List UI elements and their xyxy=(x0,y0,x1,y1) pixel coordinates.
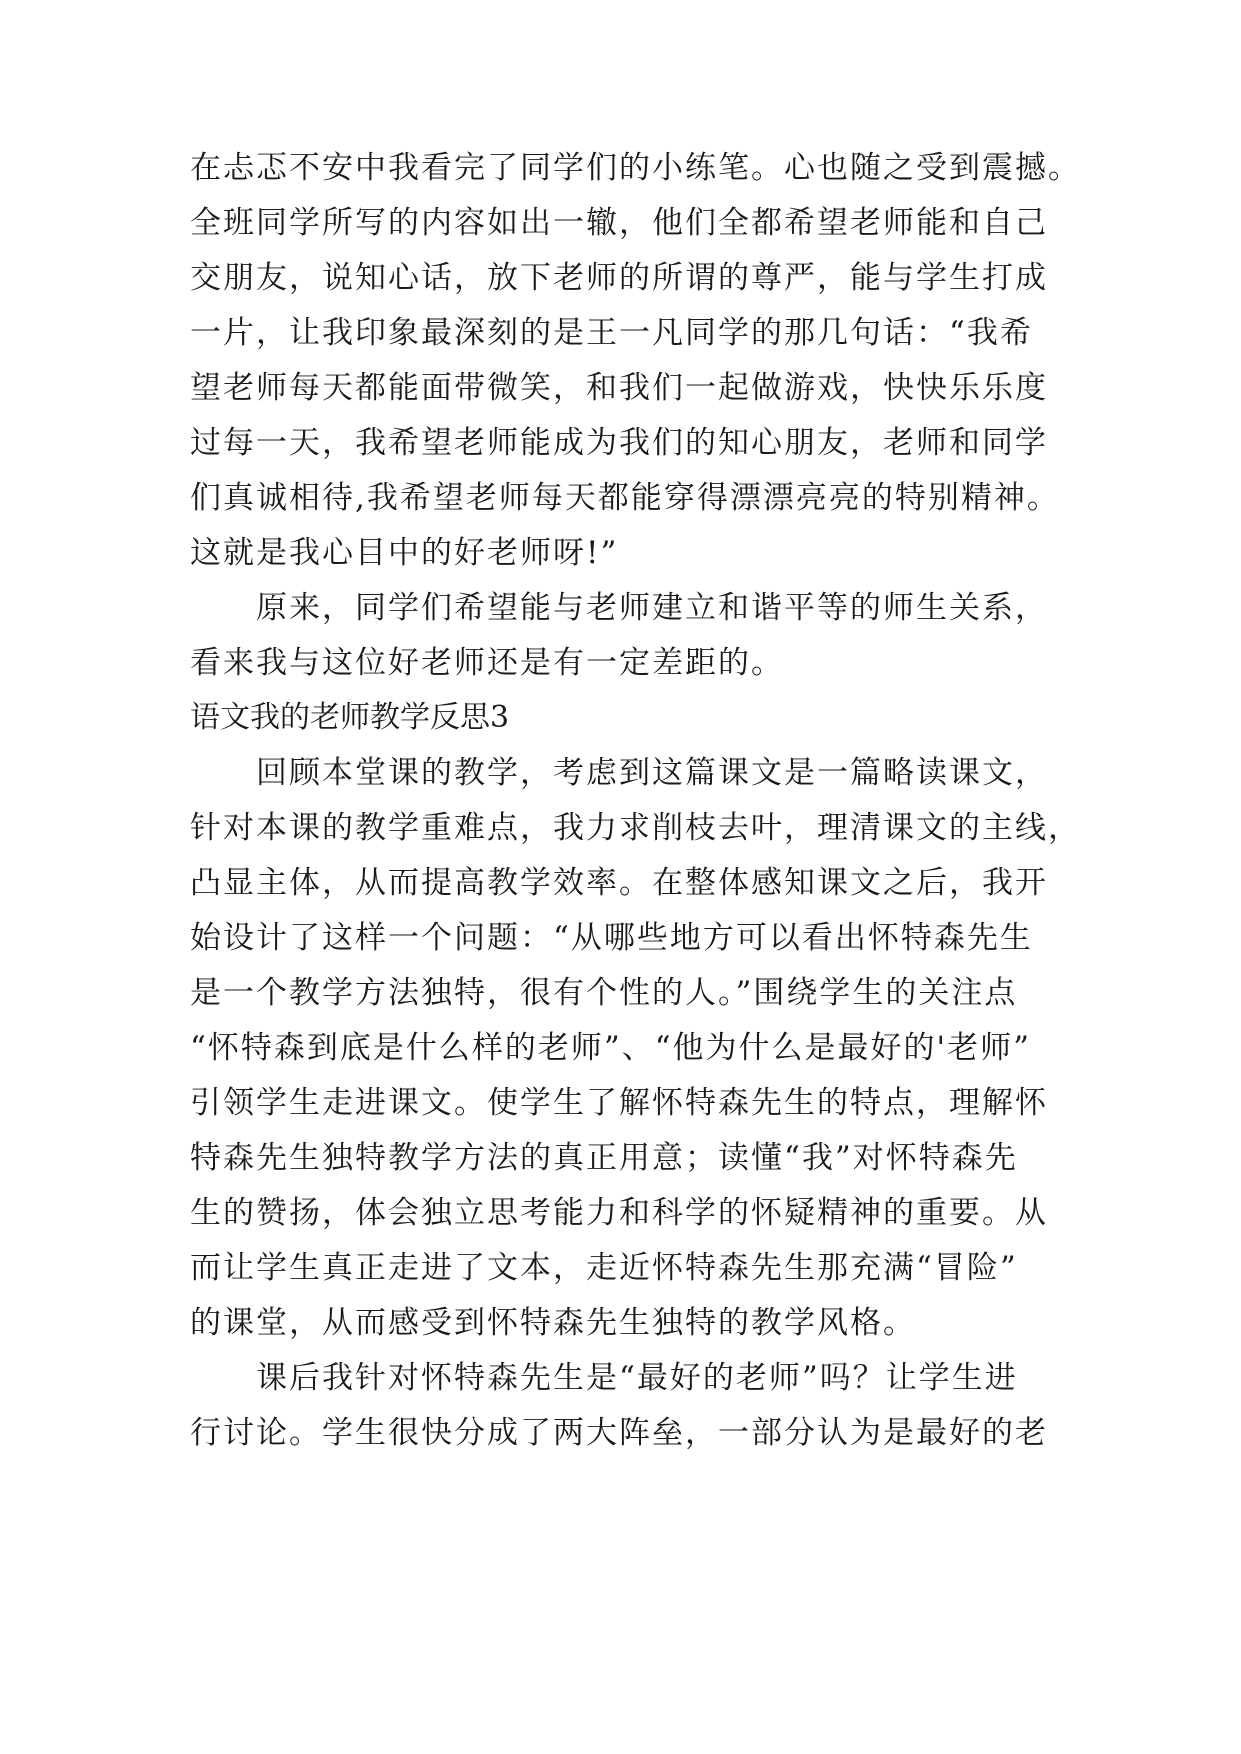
text-line: 在忐忑不安中我看完了同学们的小练笔。心也随之受到震撼。 xyxy=(190,150,1081,186)
text-line: 这就是我心目中的好老师呀!” xyxy=(190,535,619,571)
text-line: 望老师每天都能面带微笑，和我们一起做游戏，快快乐乐度 xyxy=(190,370,1048,406)
paragraph-first-line: 回顾本堂课的教学，考虑到这篇课文是一篇略读课文， xyxy=(256,755,1048,791)
text-line: 而让学生真正走进了文本，走近怀特森先生那充满“冒险” xyxy=(190,1250,1018,1286)
text-line: 特森先生独特教学方法的真正用意；读懂“我”对怀特森先 xyxy=(190,1140,1018,1176)
text-line: 是一个教学方法独特，很有个性的人。”围绕学生的关注点 xyxy=(190,975,1018,1011)
paragraph-first-line: 原来，同学们希望能与老师建立和谐平等的师生关系， xyxy=(256,590,1048,626)
text-line: 交朋友，说知心话，放下老师的所谓的尊严，能与学生打成 xyxy=(190,260,1048,296)
paragraph-first-line: 课后我针对怀特森先生是“最好的老师”吗？让学生进 xyxy=(256,1360,1018,1396)
text-line: 引领学生走进课文。使学生了解怀特森先生的特点，理解怀 xyxy=(190,1085,1048,1121)
text-line: 一片，让我印象最深刻的是王一凡同学的那几句话：“我希 xyxy=(190,315,1033,351)
text-line: 生的赞扬，体会独立思考能力和科学的怀疑精神的重要。从 xyxy=(190,1195,1048,1231)
text-line: 过每一天，我希望老师能成为我们的知心朋友，老师和同学 xyxy=(190,425,1048,461)
section-heading: 语文我的老师教学反思3 xyxy=(190,700,510,735)
text-line: 全班同学所写的内容如出一辙，他们全都希望老师能和自己 xyxy=(190,205,1048,241)
text-line: 们真诚相待,我希望老师每天都能穿得漂漂亮亮的特别精神。 xyxy=(190,480,1060,516)
text-line: 的课堂，从而感受到怀特森先生独特的教学风格。 xyxy=(190,1305,916,1341)
text-line: 行讨论。学生很快分成了两大阵垒，一部分认为是最好的老 xyxy=(190,1415,1048,1451)
text-line: 针对本课的教学重难点，我力求削枝去叶，理清课文的主线， xyxy=(190,810,1081,846)
text-line: 始设计了这样一个问题：“从哪些地方可以看出怀特森先生 xyxy=(190,920,1033,956)
text-line: “怀特森到底是什么样的老师”、“他为什么是最好的'老师” xyxy=(190,1030,1031,1066)
text-line: 看来我与这位好老师还是有一定差距的。 xyxy=(190,645,784,681)
text-line: 凸显主体，从而提高教学效率。在整体感知课文之后，我开 xyxy=(190,865,1048,901)
